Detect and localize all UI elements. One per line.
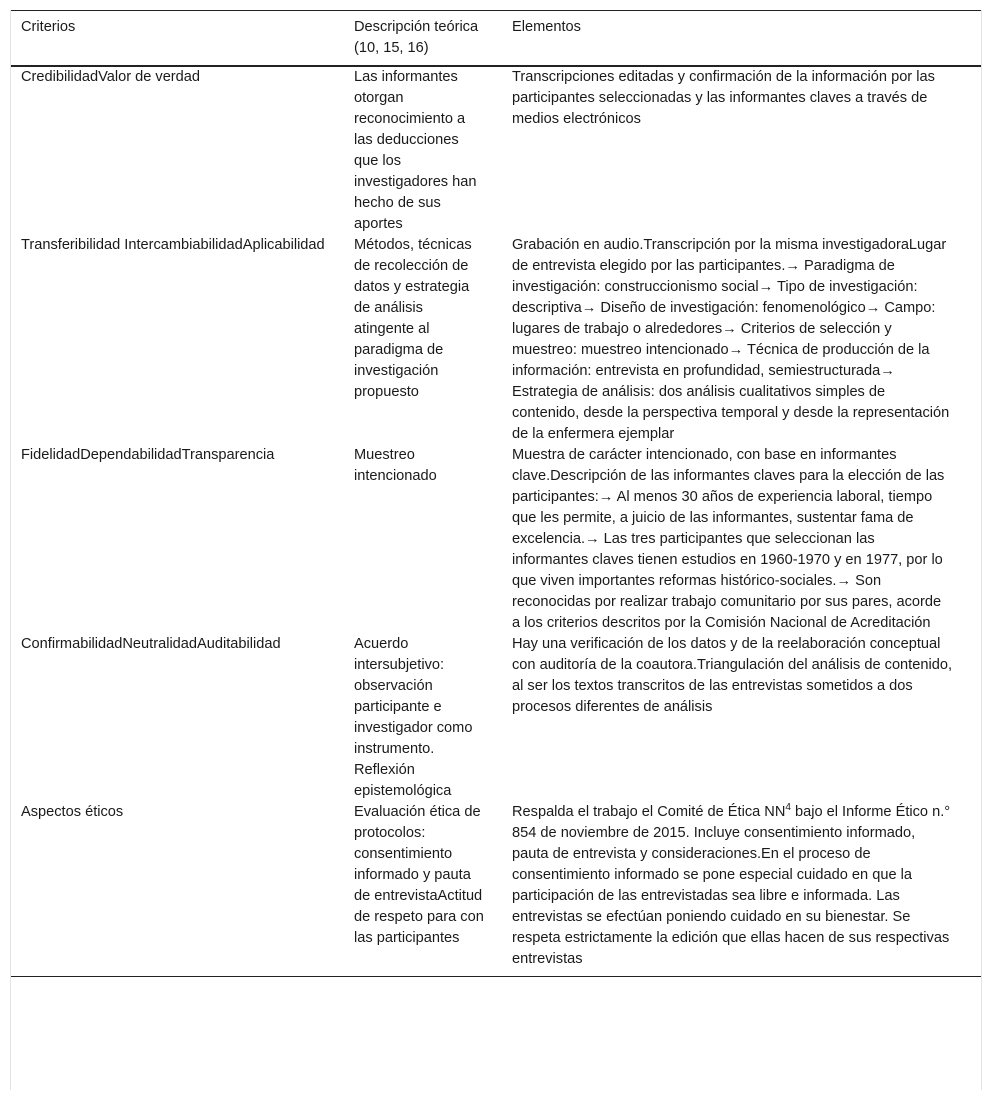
descripcion-cell: Las informantes otorgan reconocimiento a las deducciones que los investigadores han hecho de sus aportes <box>354 69 477 232</box>
elementos-cell: Hay una verificación de los datos y de la reelaboración conceptual con auditoría de la coautora.Triangulación del análisis de contenido, al ser los textos transcritos de las entrevistas sometidos a dos procesos diferentes de análisis <box>512 636 952 715</box>
header-criterios: Criterios <box>21 19 76 35</box>
criterio-cell: Transferibilidad IntercambiabilidadAplicabilidad <box>21 237 325 253</box>
descripcion-cell: Métodos, técnicas de recolección de datos y estrategia de análisis atingente al paradigma de investigación propuesto <box>354 237 472 400</box>
criteria-table-container <box>10 10 982 1090</box>
header-descripcion: Descripción teórica (10, 15, 16) <box>354 19 479 56</box>
descripcion-cell: Evaluación ética de protocolos: consentimiento informado y pauta de entrevistaActitud de respeto para con las participantes <box>354 804 484 946</box>
table-row <box>11 66 981 235</box>
elementos-cell: Grabación en audio.Transcripción por la misma investigadoraLugar de entrevista elegido por las participantes.→ Paradigma de investigación: construccionismo social→ Tipo de investigación: descriptiva→ Diseño de investigación: fenomenológico→ Campo: lugares de trabajo o alrededores→ Criterios de selección y muestreo: muestreo intencionado→ Técnica de producción de la información: entrevista en profundidad, semiestructurada→ Estrategia de análisis: dos análisis cualitativos simples de contenido, desde la perspectiva temporal y desde la representación de la enfermera ejemplar <box>512 237 950 442</box>
criterio-cell: FidelidadDependabilidadTransparencia <box>21 447 275 463</box>
descripcion-cell: Muestreo intencionado <box>354 447 437 484</box>
criterio-cell: ConfirmabilidadNeutralidadAuditabilidad <box>21 636 281 652</box>
elementos-cell <box>502 802 981 977</box>
table-row <box>11 445 981 634</box>
table-row <box>11 802 981 977</box>
elementos-text-pre: Respalda el trabajo el Comité de Ética NN <box>512 804 786 820</box>
elementos-cell: Transcripciones editadas y confirmación de la información por las participantes seleccionadas y las informantes claves a través de medios electrónicos <box>512 69 935 127</box>
elementos-text-post: bajo el Informe Ético n.° 854 de noviembre de 2015. Incluye consentimiento informado, pauta de entrevista y consideraciones.En el proceso de consentimiento informado se pone especial cuidado en que la participación de las entrevistadas sea libre e informada. Las entrevistas se efectúan poniendo cuidado en su bienestar. Se respeta estrictamente la edición que ellas hacen de sus respectivas entrevistas <box>512 804 951 967</box>
elementos-cell: Muestra de carácter intencionado, con base en informantes clave.Descripción de las informantes claves para la elección de las participantes:→ Al menos 30 años de experiencia laboral, tiempo que les permite, a juicio de las informantes, sustentar fama de excelencia.→ Las tres participantes que seleccionan las informantes claves tienen estudios en 1960-1970 y en 1977, por lo que viven importantes reformas histórico-sociales.→ Son reconocidas por realizar trabajo comunitario por sus pares, acorde a los criterios descritos por la Comisión Nacional de Acreditación <box>512 447 945 631</box>
descripcion-cell: Acuerdo intersubjetivo: observación participante e investigador como instrumento. Reflexión epistemológica <box>354 636 473 799</box>
criterio-cell: CredibilidadValor de verdad <box>21 69 201 85</box>
table-header-row <box>11 11 981 67</box>
table-row <box>11 235 981 445</box>
criterio-cell: Aspectos éticos <box>21 804 124 820</box>
header-elementos: Elementos <box>512 19 581 35</box>
footnote-marker: 4 <box>785 802 791 814</box>
criteria-table <box>11 10 981 977</box>
table-row <box>11 634 981 802</box>
